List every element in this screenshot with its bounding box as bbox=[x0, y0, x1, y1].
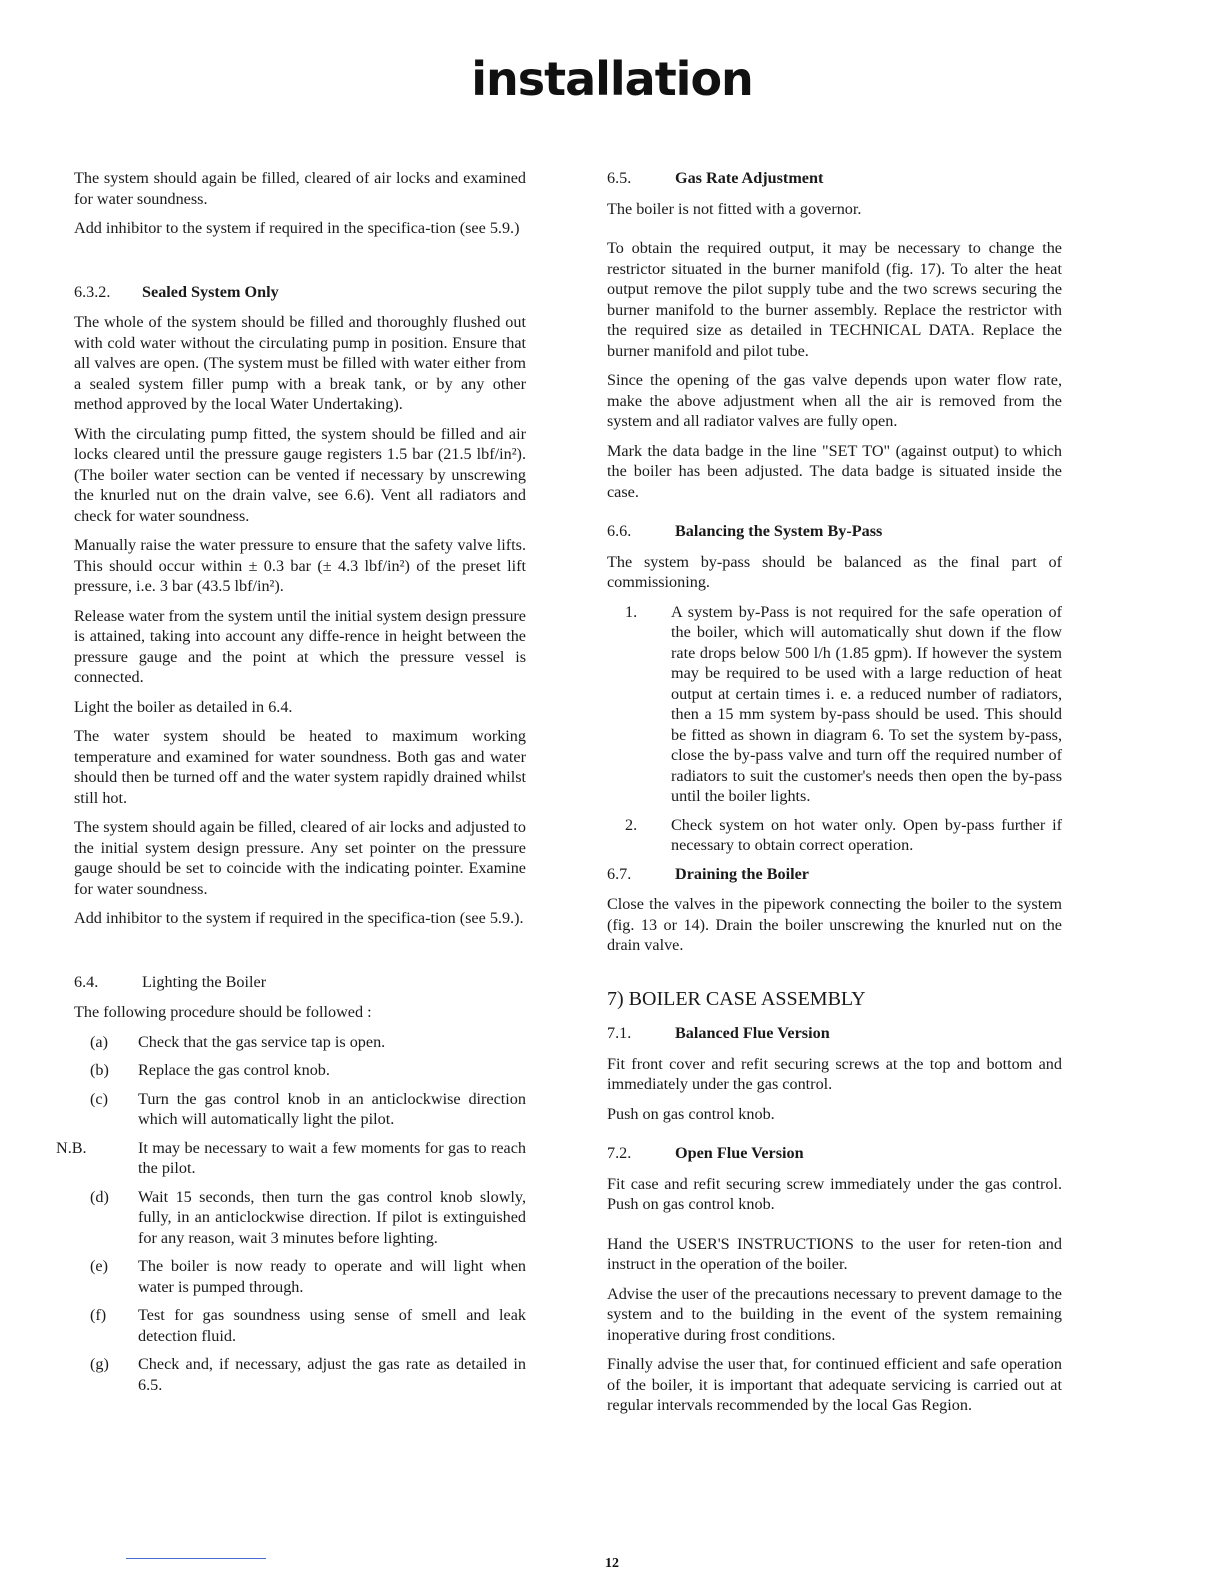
right-column bbox=[607, 168, 1062, 1425]
item-label: (e) bbox=[90, 1257, 108, 1275]
list-item bbox=[607, 602, 1062, 807]
section-heading-6-6 bbox=[607, 521, 1062, 542]
list-item bbox=[56, 1138, 526, 1179]
list-item bbox=[74, 1256, 526, 1297]
paragraph: The system should again be filled, cleared of air locks and adjusted to the initial system design pressure. Any set pointer on the pressure gauge should be set to coincide with the indicating pointer. Examine for water soundness. bbox=[74, 818, 526, 898]
paragraph: The following procedure should be followed : bbox=[74, 1003, 372, 1021]
item-text: A system by-Pass is not required for the safe operation of the boiler, which will automatically shut down if the flow rate drops below 500 l/h (1.85 gpm). If however the system may be required to be used with a large reduction of heat output at certain times i. e. a reduced number of radiators, then a 15 mm system by-pass should be used. This should be fitted as shown in diagram 6. To set the system by-pass, close the by-pass valve and turn off the required number of radiators to suit the customer's needs then open the by-pass until the boiler lights. bbox=[671, 602, 1062, 805]
chapter-heading: 7) BOILER CASE ASSEMBLY bbox=[607, 987, 866, 1010]
section-title: Open Flue Version bbox=[675, 1144, 804, 1162]
section-title: Draining the Boiler bbox=[675, 864, 809, 883]
paragraph: Add inhibitor to the system if required in the specifica-tion (see 5.9.) bbox=[74, 219, 520, 237]
item-label: (b) bbox=[90, 1061, 109, 1079]
section-heading-6-7 bbox=[607, 864, 1062, 885]
section-heading-6-5 bbox=[607, 168, 1062, 189]
item-label: 2. bbox=[625, 815, 638, 834]
paragraph: Since the opening of the gas valve depends upon water flow rate, make the above adjustment when all the air is removed from the system and all radiator valves are fully open. bbox=[607, 371, 1062, 430]
item-text: Wait 15 seconds, then turn the gas control knob slowly, fully, in an anticlockwise direction. If pilot is extinguished for any reason, wait 3 minutes before lighting. bbox=[138, 1187, 526, 1247]
section-number: 7.2. bbox=[607, 1144, 632, 1162]
paragraph: Hand the USER'S INSTRUCTIONS to the user for reten-tion and instruct in the operation of the boiler. bbox=[607, 1234, 1062, 1273]
paragraph: The system should again be filled, cleared of air locks and examined for water soundness. bbox=[74, 169, 526, 208]
paragraph: The water system should be heated to maximum working temperature and examined for water soundness. Both gas and water should then be turned off and the water system rapidly drained whilst still hot. bbox=[74, 727, 526, 807]
item-label: (f) bbox=[90, 1306, 107, 1324]
list-item bbox=[74, 1089, 526, 1130]
item-text: It may be necessary to wait a few moments for gas to reach the pilot. bbox=[138, 1138, 526, 1177]
item-label: (c) bbox=[90, 1089, 108, 1108]
list-item bbox=[74, 1032, 526, 1053]
paragraph: The boiler is not fitted with a governor. bbox=[607, 199, 862, 218]
section-title: Balancing the System By-Pass bbox=[675, 522, 883, 540]
list-item bbox=[74, 1305, 526, 1346]
item-label: (d) bbox=[90, 1187, 109, 1206]
list-item bbox=[74, 1060, 526, 1081]
paragraph: The whole of the system should be filled and thoroughly flushed out with cold water without the circulating pump in position. Ensure that all valves are open. (The system must be filled with water either from a sealed system filler pump with a break tank, or by any other method approved by the local Water Undertaking). bbox=[74, 313, 526, 413]
paragraph: Light the boiler as detailed in 6.4. bbox=[74, 697, 293, 716]
item-text: The boiler is now ready to operate and will light when water is pumped through. bbox=[138, 1257, 526, 1296]
section-number: 7.1. bbox=[607, 1024, 632, 1042]
paragraph: Finally advise the user that, for continued efficient and safe operation of the boiler, it is important that adequate servicing is carried out at regular intervals recommended by the local Gas Region. bbox=[607, 1355, 1062, 1414]
section-title: Sealed System Only bbox=[142, 282, 279, 301]
section-number: 6.5. bbox=[607, 169, 632, 187]
list-item bbox=[607, 815, 1062, 856]
left-column bbox=[56, 168, 526, 1403]
paragraph: With the circulating pump fitted, the system should be filled and air locks cleared until the pressure gauge registers 1.5 bar (21.5 lbf/in²). (The boiler water section can be vented if necessary by unscrewing the knurled nut on the drain valve, see 6.6). Vent all radiators and check for water soundness. bbox=[74, 424, 526, 525]
paragraph: Push on gas control knob. bbox=[607, 1104, 775, 1123]
section-title: Balanced Flue Version bbox=[675, 1024, 830, 1042]
section-heading-7-2 bbox=[607, 1143, 1062, 1164]
section-heading-7-1 bbox=[607, 1023, 1062, 1044]
paragraph: Release water from the system until the initial system design pressure is attained, taking into account any diffe-rence in height between the pressure gauge and the point at which the pressure vessel is connected. bbox=[74, 606, 526, 686]
paragraph: To obtain the required output, it may be necessary to change the restrictor situated in the burner manifold (fig. 17). To alter the heat output remove the pilot supply tube and the two screws securing the burner manifold to the burner assembly. Replace the restrictor with the required size as detailed in TECHNICAL DATA. Replace the burner manifold and pilot tube. bbox=[607, 239, 1062, 360]
item-text: Turn the gas control knob in an anticlockwise direction which will automatically light the pilot. bbox=[138, 1089, 526, 1128]
item-text: Replace the gas control knob. bbox=[138, 1061, 330, 1079]
paragraph: Fit front cover and refit securing screws at the top and bottom and immediately under the gas control. bbox=[607, 1054, 1062, 1093]
page-number: 12 bbox=[605, 1556, 619, 1571]
list-item bbox=[74, 1354, 526, 1395]
item-label: 1. bbox=[625, 602, 638, 621]
paragraph: The system by-pass should be balanced as the final part of commissioning. bbox=[607, 552, 1062, 591]
item-label: (g) bbox=[90, 1355, 109, 1373]
section-title: Lighting the Boiler bbox=[142, 972, 267, 991]
section-number: 6.4. bbox=[74, 972, 99, 991]
section-heading-6-3-2 bbox=[74, 282, 526, 303]
item-label: (a) bbox=[90, 1032, 108, 1051]
paragraph: Mark the data badge in the line "SET TO" (against output) to which the boiler has been adjusted. The data badge is situated inside the case. bbox=[607, 441, 1062, 501]
paragraph: Add inhibitor to the system if required in the specifica-tion (see 5.9.). bbox=[74, 909, 524, 927]
section-number: 6.3.2. bbox=[74, 282, 111, 301]
paragraph: Close the valves in the pipework connecting the boiler to the system (fig. 13 or 14). Drain the boiler unscrewing the knurled nut on the drain valve. bbox=[607, 895, 1062, 954]
paragraph: Manually raise the water pressure to ensure that the safety valve lifts. This should occur within ± 0.3 bar (± 4.3 lbf/in²) of the preset lift pressure, i.e. 3 bar (43.5 lbf/in²). bbox=[74, 536, 526, 595]
section-number: 6.7. bbox=[607, 864, 632, 883]
section-heading-6-4 bbox=[74, 972, 526, 993]
item-text: Check system on hot water only. Open by-pass further if necessary to obtain correct operation. bbox=[671, 815, 1062, 854]
paragraph: Advise the user of the precautions necessary to prevent damage to the system and to the building in the event of the system remaining inoperative during frost conditions. bbox=[607, 1284, 1062, 1344]
paragraph: Fit case and refit securing screw immediately under the gas control. Push on gas control knob. bbox=[607, 1174, 1062, 1213]
item-text: Check that the gas service tap is open. bbox=[138, 1032, 386, 1051]
item-text: Test for gas soundness using sense of smell and leak detection fluid. bbox=[138, 1306, 526, 1345]
section-number: 6.6. bbox=[607, 522, 632, 540]
list-item bbox=[74, 1187, 526, 1249]
item-label: N.B. bbox=[56, 1138, 87, 1157]
page-title: installation bbox=[471, 52, 753, 106]
item-text: Check and, if necessary, adjust the gas rate as detailed in 6.5. bbox=[138, 1355, 526, 1394]
section-title: Gas Rate Adjustment bbox=[675, 169, 824, 187]
